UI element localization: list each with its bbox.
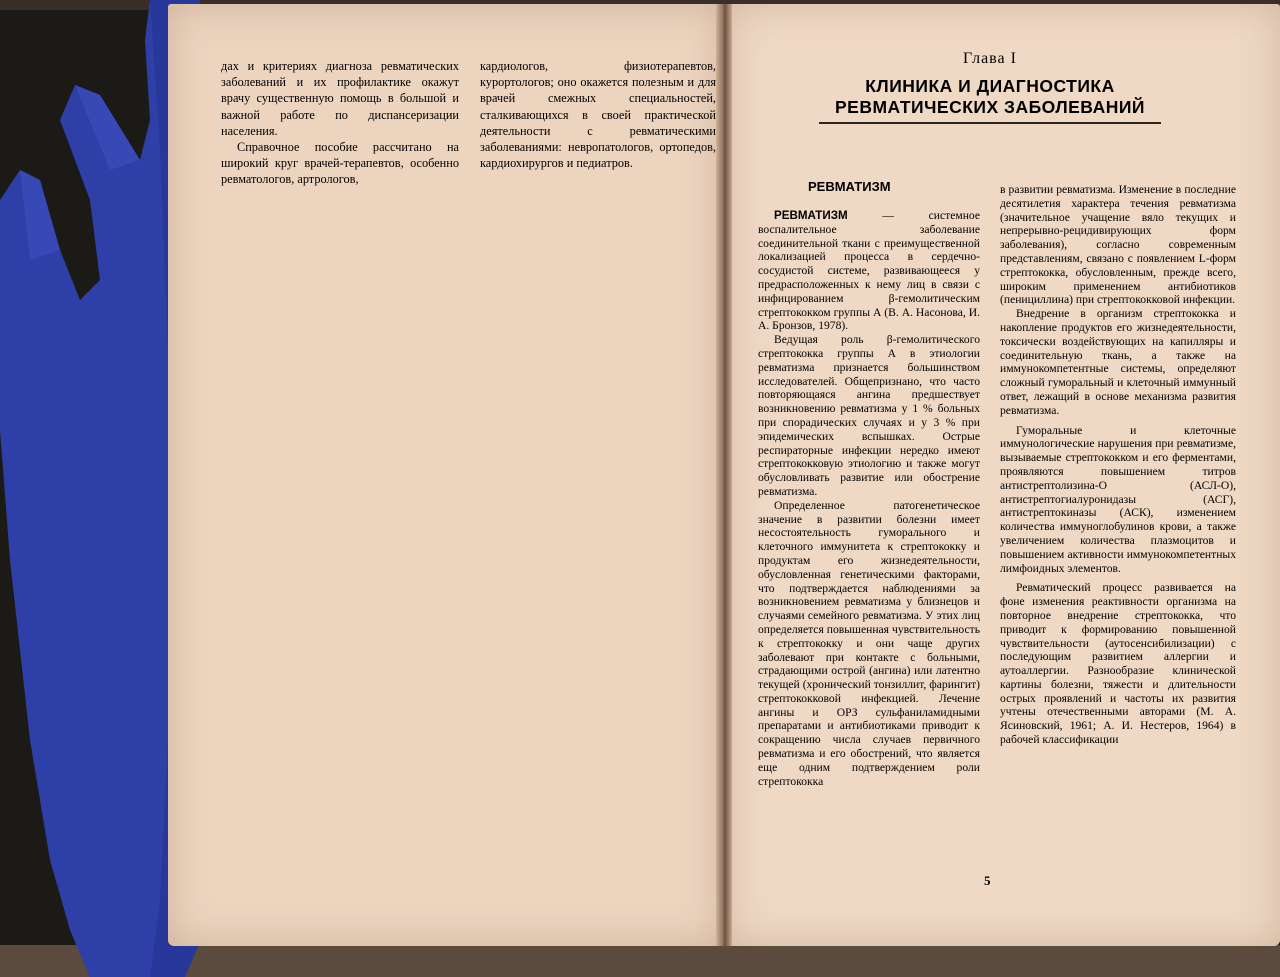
chapter-title-line-1: КЛИНИКА И ДИАГНОСТИКА (865, 76, 1115, 96)
paragraph: Ревматический процесс развивается на фоне изменения реактивности организма на повторное внедрение стрептококка, что приводит к формированию повышенной чувствительности (аутосенсибилизации) с последующим развитием аллергии и аутоаллергии. Разнообразие клинической картины болезни, тяжести и длительности острых проявлений и частоты их развития учтены отечественными авторами (М. А. Ясиновский, 1961; А. И. Нестеров, 1964) в рабочей классификации (1000, 581, 1236, 747)
book-gutter (716, 4, 732, 946)
right-page-column-2 (1000, 183, 1236, 747)
term-lead: РЕВМАТИЗМ (774, 209, 848, 222)
paragraph: кардиологов, физиотерапевтов, курортологов; оно окажется полезным и для врачей смежных специальностей, сталкивающихся в своей практической деятельности с ревматическими заболеваниями: невропатологов, ортопедов, кардиохирургов и педиатров. (480, 59, 716, 171)
chapter-title-line-2: РЕВМАТИЧЕСКИХ ЗАБОЛЕВАНИЙ (835, 97, 1145, 117)
chapter-label: Глава I (963, 50, 1017, 67)
left-page-column-1 (221, 58, 459, 188)
page-number: 5 (984, 873, 991, 888)
paragraph: Ведущая роль β-гемолитического стрептококка группы А в этиологии ревматизма признается большинством исследователей. Общепризнано, что часто повторяющаяся ангина предшествует возникновению ревматизма у 1 % больных при спорадических случаях и у 3 % при эпидемических вспышках. Острые респираторные инфекции нередко имеют стрептококковую этиологию и также могут обусловливать развитие или обострение ревматизма. (758, 333, 980, 498)
paragraph: Справочное пособие рассчитано на широкий круг врачей-терапевтов, особенно ревматологов, артрологов, (221, 140, 459, 187)
paragraph: Гуморальные и клеточные иммунологические нарушения при ревматизме, вызываемые стрептококком и его ферментами, проявляются повышением титров антистрептолизина-О (АСЛ-О), антистрептогиалуронидазы (АСГ), антистрептокиназы (АСК), изменением количества иммуноглобулинов крови, а также увеличением количества плазмоцитов и повышением активности иммунокомпетентных лимфоидных элементов. (1000, 423, 1236, 575)
chapter-header (800, 50, 1180, 124)
paragraph: в развитии ревматизма. Изменение в последние десятилетия характера течения ревматизма (значительное учащение вяло текущих и непрерывно-рецидивирующих форм заболевания), согласно современным представлениям, связано с появлением L-форм стрептококка, обусловленным, прежде всего, широким применением антибиотиков (пенициллина) при стрептококковой инфекции. (1000, 183, 1236, 307)
right-page-column-1 (758, 209, 980, 788)
paragraph-text: — системное воспалительное заболевание соединительной ткани с преимущественной локализацией процесса в сердечно-сосудистой системе, развивающееся у предрасположенных к нему лиц в связи с инфицированием β-гемолитическим стрептококком группы А (В. А. Насонова, И. А. Бронзов, 1978). (758, 209, 980, 333)
paragraph: Определенное патогенетическое значение в развитии болезни имеет несостоятельность гуморального и клеточного иммунитета к стрептококку и продуктам его жизнедеятельности, обусловленная генетическими факторами, что подтверждается наблюдениями за возникновением ревматизма у близнецов и случаями семейного ревматизма. У этих лиц определяется повышенная чувствительность к стрептококку и они чаще других заболевают при контакте с больными, страдающими острой (ангина) или латентно текущей (хронический тонзиллит, фарингит) стрептококковой инфекцией. Лечение ангины и ОРЗ сульфаниламидными препаратами и антибиотиками приводит к сокращению числа случаев первичного ревматизма и его обострений, что является еще одним подтверждением роли стрептококка (758, 498, 980, 788)
left-page-column-2 (480, 58, 716, 171)
paragraph: дах и критериях диагноза ревматических заболеваний и их профилактике окажут врачу существенную помощь в большой и важной работе по диспансеризации населения. (221, 59, 459, 138)
chapter-title-underline (819, 122, 1161, 124)
paragraph: Внедрение в организм стрептококка и накопление продуктов его жизнедеятельности, токсически воздействующих на капилляры и соединительную ткань, а также на иммунокомпетентные системы, определяют сложный гуморальный и клеточный иммунный ответ, лежащий в основе механизма развития ревматизма. (1000, 307, 1236, 417)
section-heading: РЕВМАТИЗМ (808, 179, 891, 194)
